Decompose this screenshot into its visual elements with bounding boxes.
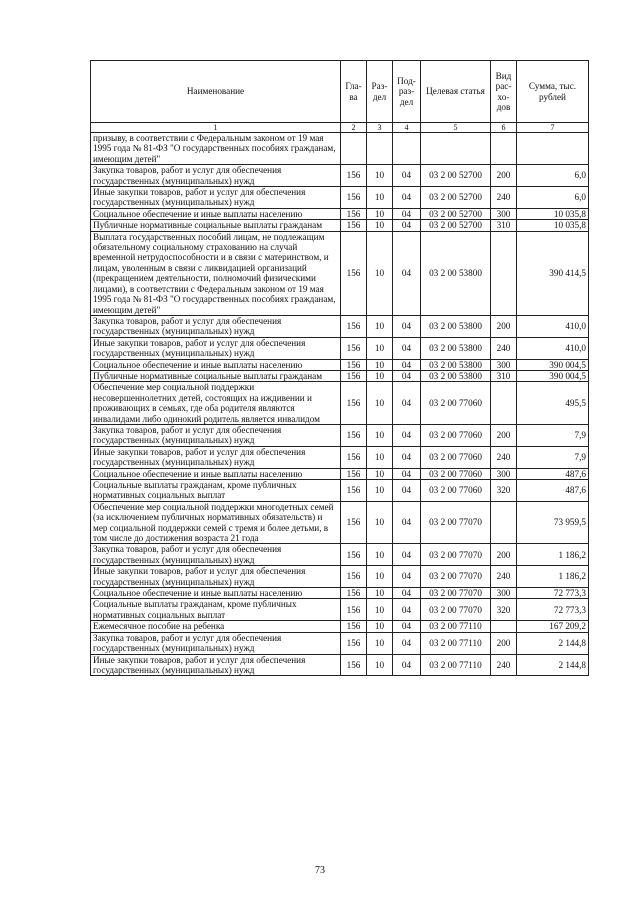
cell-razdel: 10 — [367, 632, 393, 654]
cell-razdel: 10 — [367, 187, 393, 209]
cell-vid-raskhodov: 300 — [491, 468, 517, 479]
cell-summa: 167 209,2 — [517, 621, 589, 632]
cell-podrazdel: 04 — [393, 468, 421, 479]
header-summa: Сумма, тыс. рублей — [517, 61, 589, 123]
cell-podrazdel: 04 — [393, 632, 421, 654]
table-row — [91, 359, 589, 370]
cell-tselevaya-statya: 03 2 00 53800 — [421, 231, 491, 315]
cell-tselevaya-statya: 03 2 00 77060 — [421, 446, 491, 468]
cell-podrazdel: 04 — [393, 424, 421, 446]
cell-glava: 156 — [341, 231, 367, 315]
table-row — [91, 220, 589, 231]
cell-razdel: 10 — [367, 370, 393, 381]
cell-vid-raskhodov: 200 — [491, 632, 517, 654]
cell-vid-raskhodov: 310 — [491, 220, 517, 231]
header-vid-raskhodov: Вид рас-хо-дов — [491, 61, 517, 123]
cell-summa — [517, 133, 589, 165]
cell-name: Публичные нормативные социальные выплаты гражданам — [91, 370, 341, 381]
cell-name: Ежемесячное пособие на ребенка — [91, 621, 341, 632]
cell-podrazdel: 04 — [393, 187, 421, 209]
cell-name: Иные закупки товаров, работ и услуг для обеспечения государственных (муниципальных) нужд — [91, 187, 341, 209]
cell-podrazdel: 04 — [393, 315, 421, 337]
cell-razdel: 10 — [367, 588, 393, 599]
cell-summa: 410,0 — [517, 337, 589, 359]
table-row — [91, 424, 589, 446]
cell-summa: 495,5 — [517, 382, 589, 425]
cell-summa: 390 414,5 — [517, 231, 589, 315]
cell-vid-raskhodov: 240 — [491, 337, 517, 359]
cell-glava: 156 — [341, 337, 367, 359]
table-row — [91, 480, 589, 502]
cell-tselevaya-statya: 03 2 00 53800 — [421, 370, 491, 381]
cell-glava: 156 — [341, 468, 367, 479]
cell-podrazdel: 04 — [393, 446, 421, 468]
table-row — [91, 382, 589, 425]
cell-summa: 73 959,5 — [517, 501, 589, 544]
cell-name: Социальное обеспечение и иные выплаты населению — [91, 468, 341, 479]
cell-razdel — [367, 133, 393, 165]
header-row — [91, 61, 589, 123]
cell-podrazdel: 04 — [393, 501, 421, 544]
cell-razdel: 10 — [367, 544, 393, 566]
cell-razdel: 10 — [367, 382, 393, 425]
cell-name: Социальные выплаты гражданам, кроме публичных нормативных социальных выплат — [91, 599, 341, 621]
cell-vid-raskhodov: 200 — [491, 315, 517, 337]
cell-podrazdel: 04 — [393, 544, 421, 566]
cell-glava: 156 — [341, 480, 367, 502]
cell-name: Обеспечение мер социальной поддержки несовершеннолетних детей, состоящих на иждивении и проживающих в семьях, где оба родителя являются инвалидами либо одинокий родитель является инвалидом — [91, 382, 341, 425]
cell-razdel: 10 — [367, 231, 393, 315]
cell-tselevaya-statya: 03 2 00 77060 — [421, 382, 491, 425]
cell-glava: 156 — [341, 632, 367, 654]
cell-name: Закупка товаров, работ и услуг для обеспечения государственных (муниципальных) нужд — [91, 544, 341, 566]
table-row — [91, 187, 589, 209]
column-number: 5 — [421, 123, 491, 133]
cell-podrazdel: 04 — [393, 208, 421, 219]
cell-podrazdel: 04 — [393, 599, 421, 621]
cell-podrazdel: 04 — [393, 654, 421, 676]
table-row — [91, 315, 589, 337]
column-number: 4 — [393, 123, 421, 133]
cell-tselevaya-statya: 03 2 00 77060 — [421, 468, 491, 479]
table-row — [91, 133, 589, 165]
column-number: 6 — [491, 123, 517, 133]
table-row — [91, 621, 589, 632]
cell-summa: 7,9 — [517, 424, 589, 446]
table-row — [91, 501, 589, 544]
cell-name: Выплата государственных пособий лицам, не подлежащим обязательному социальному страхованию на случай временной нетрудоспособности и в связи с материнством, и лицам, уволенным в связи с ликвидацией организаций (прекращением деятельности, полномочий физическими лицами), в соответствии с Федеральным законом от 19 мая 1995 года № 81-ФЗ "О государственных пособиях гражданам, имеющим детей" — [91, 231, 341, 315]
cell-glava: 156 — [341, 220, 367, 231]
cell-vid-raskhodov — [491, 133, 517, 165]
cell-vid-raskhodov: 200 — [491, 544, 517, 566]
cell-glava: 156 — [341, 501, 367, 544]
column-number: 3 — [367, 123, 393, 133]
cell-tselevaya-statya: 03 2 00 77060 — [421, 480, 491, 502]
cell-summa: 6,0 — [517, 165, 589, 187]
cell-razdel: 10 — [367, 359, 393, 370]
cell-podrazdel: 04 — [393, 231, 421, 315]
cell-vid-raskhodov — [491, 621, 517, 632]
cell-tselevaya-statya: 03 2 00 77070 — [421, 501, 491, 544]
cell-name: Закупка товаров, работ и услуг для обеспечения государственных (муниципальных) нужд — [91, 632, 341, 654]
cell-razdel: 10 — [367, 337, 393, 359]
cell-summa: 487,6 — [517, 480, 589, 502]
cell-podrazdel: 04 — [393, 566, 421, 588]
cell-glava: 156 — [341, 359, 367, 370]
cell-podrazdel: 04 — [393, 588, 421, 599]
header-tselevaya-statya: Целевая статья — [421, 61, 491, 123]
cell-tselevaya-statya: 03 2 00 52700 — [421, 165, 491, 187]
budget-table — [90, 60, 589, 676]
table-row — [91, 165, 589, 187]
header-glava: Гла-ва — [341, 61, 367, 123]
cell-tselevaya-statya: 03 2 00 53800 — [421, 359, 491, 370]
cell-name: Социальные выплаты гражданам, кроме публичных нормативных социальных выплат — [91, 480, 341, 502]
cell-podrazdel: 04 — [393, 337, 421, 359]
cell-summa: 2 144,8 — [517, 632, 589, 654]
cell-vid-raskhodov: 240 — [491, 566, 517, 588]
cell-podrazdel: 04 — [393, 359, 421, 370]
table-row — [91, 588, 589, 599]
column-number-row — [91, 123, 589, 133]
cell-razdel: 10 — [367, 446, 393, 468]
cell-razdel: 10 — [367, 621, 393, 632]
cell-vid-raskhodov — [491, 231, 517, 315]
cell-tselevaya-statya: 03 2 00 52700 — [421, 208, 491, 219]
column-number: 2 — [341, 123, 367, 133]
cell-glava: 156 — [341, 208, 367, 219]
cell-name: Иные закупки товаров, работ и услуг для обеспечения государственных (муниципальных) нужд — [91, 654, 341, 676]
cell-vid-raskhodov: 320 — [491, 599, 517, 621]
cell-podrazdel: 04 — [393, 220, 421, 231]
cell-glava: 156 — [341, 654, 367, 676]
cell-vid-raskhodov: 200 — [491, 424, 517, 446]
cell-vid-raskhodov: 300 — [491, 208, 517, 219]
cell-summa: 7,9 — [517, 446, 589, 468]
cell-tselevaya-statya: 03 2 00 77070 — [421, 544, 491, 566]
cell-tselevaya-statya: 03 2 00 77110 — [421, 632, 491, 654]
column-number: 7 — [517, 123, 589, 133]
cell-vid-raskhodov — [491, 501, 517, 544]
table-row — [91, 337, 589, 359]
table-row — [91, 544, 589, 566]
cell-vid-raskhodov — [491, 382, 517, 425]
cell-razdel: 10 — [367, 208, 393, 219]
cell-tselevaya-statya: 03 2 00 77110 — [421, 621, 491, 632]
cell-vid-raskhodov: 240 — [491, 446, 517, 468]
cell-tselevaya-statya: 03 2 00 53800 — [421, 337, 491, 359]
page-number: 73 — [315, 865, 325, 876]
cell-name: Закупка товаров, работ и услуг для обеспечения государственных (муниципальных) нужд — [91, 315, 341, 337]
cell-glava: 156 — [341, 446, 367, 468]
cell-vid-raskhodov: 320 — [491, 480, 517, 502]
cell-summa: 6,0 — [517, 187, 589, 209]
column-number: 1 — [91, 123, 341, 133]
cell-glava: 156 — [341, 315, 367, 337]
cell-name: Социальное обеспечение и иные выплаты населению — [91, 208, 341, 219]
cell-vid-raskhodov: 240 — [491, 187, 517, 209]
header-podrazdel: Под-раз-дел — [393, 61, 421, 123]
cell-glava: 156 — [341, 424, 367, 446]
cell-glava: 156 — [341, 165, 367, 187]
cell-vid-raskhodov: 300 — [491, 359, 517, 370]
cell-razdel: 10 — [367, 220, 393, 231]
header-razdel: Раз-дел — [367, 61, 393, 123]
cell-name: Социальное обеспечение и иные выплаты населению — [91, 588, 341, 599]
cell-podrazdel — [393, 133, 421, 165]
cell-tselevaya-statya: 03 2 00 77060 — [421, 424, 491, 446]
cell-glava: 156 — [341, 599, 367, 621]
cell-name: Закупка товаров, работ и услуг для обеспечения государственных (муниципальных) нужд — [91, 165, 341, 187]
cell-razdel: 10 — [367, 654, 393, 676]
cell-summa: 1 186,2 — [517, 566, 589, 588]
cell-razdel: 10 — [367, 599, 393, 621]
cell-tselevaya-statya: 03 2 00 77070 — [421, 566, 491, 588]
cell-razdel: 10 — [367, 165, 393, 187]
table-row — [91, 446, 589, 468]
cell-podrazdel: 04 — [393, 165, 421, 187]
cell-tselevaya-statya: 03 2 00 77070 — [421, 588, 491, 599]
cell-razdel: 10 — [367, 315, 393, 337]
cell-vid-raskhodov: 300 — [491, 588, 517, 599]
cell-razdel: 10 — [367, 424, 393, 446]
table-row — [91, 599, 589, 621]
cell-tselevaya-statya: 03 2 00 52700 — [421, 187, 491, 209]
cell-summa: 410,0 — [517, 315, 589, 337]
cell-summa: 390 004,5 — [517, 370, 589, 381]
table-row — [91, 654, 589, 676]
cell-summa: 1 186,2 — [517, 544, 589, 566]
cell-razdel: 10 — [367, 468, 393, 479]
cell-name: Социальное обеспечение и иные выплаты населению — [91, 359, 341, 370]
table-row — [91, 632, 589, 654]
cell-name: Публичные нормативные социальные выплаты гражданам — [91, 220, 341, 231]
table-row — [91, 208, 589, 219]
cell-name: Иные закупки товаров, работ и услуг для обеспечения государственных (муниципальных) нужд — [91, 566, 341, 588]
cell-summa: 2 144,8 — [517, 654, 589, 676]
cell-podrazdel: 04 — [393, 621, 421, 632]
cell-tselevaya-statya — [421, 133, 491, 165]
table-row — [91, 566, 589, 588]
cell-name: Обеспечение мер социальной поддержки многодетных семей (за исключением публичных нормативных обязательств) и мер социальной поддержки семей с тремя и более детьми, в том числе до достижения возраста 21 года — [91, 501, 341, 544]
cell-glava: 156 — [341, 588, 367, 599]
cell-podrazdel: 04 — [393, 382, 421, 425]
header-name: Наименование — [91, 61, 341, 123]
cell-glava: 156 — [341, 370, 367, 381]
cell-name: Иные закупки товаров, работ и услуг для обеспечения государственных (муниципальных) нужд — [91, 446, 341, 468]
cell-vid-raskhodov: 310 — [491, 370, 517, 381]
cell-vid-raskhodov: 200 — [491, 165, 517, 187]
cell-tselevaya-statya: 03 2 00 77110 — [421, 654, 491, 676]
table-row — [91, 370, 589, 381]
cell-summa: 10 035,8 — [517, 220, 589, 231]
cell-glava: 156 — [341, 566, 367, 588]
cell-summa: 72 773,3 — [517, 588, 589, 599]
cell-vid-raskhodov: 240 — [491, 654, 517, 676]
cell-razdel: 10 — [367, 480, 393, 502]
cell-name: Закупка товаров, работ и услуг для обеспечения государственных (муниципальных) нужд — [91, 424, 341, 446]
cell-glava: 156 — [341, 187, 367, 209]
cell-razdel: 10 — [367, 501, 393, 544]
cell-podrazdel: 04 — [393, 370, 421, 381]
cell-podrazdel: 04 — [393, 480, 421, 502]
table-body — [91, 133, 589, 676]
cell-glava: 156 — [341, 621, 367, 632]
table-row — [91, 231, 589, 315]
cell-summa: 72 773,3 — [517, 599, 589, 621]
cell-summa: 10 035,8 — [517, 208, 589, 219]
cell-razdel: 10 — [367, 566, 393, 588]
cell-tselevaya-statya: 03 2 00 53800 — [421, 315, 491, 337]
cell-name: призыву, в соответствии с Федеральным законом от 19 мая 1995 года № 81-ФЗ "О государственных пособиях гражданам, имеющим детей" — [91, 133, 341, 165]
cell-glava: 156 — [341, 544, 367, 566]
cell-glava: 156 — [341, 382, 367, 425]
cell-summa: 390 004,5 — [517, 359, 589, 370]
cell-tselevaya-statya: 03 2 00 52700 — [421, 220, 491, 231]
cell-name: Иные закупки товаров, работ и услуг для обеспечения государственных (муниципальных) нужд — [91, 337, 341, 359]
cell-glava — [341, 133, 367, 165]
cell-summa: 487,6 — [517, 468, 589, 479]
table-row — [91, 468, 589, 479]
cell-tselevaya-statya: 03 2 00 77070 — [421, 599, 491, 621]
